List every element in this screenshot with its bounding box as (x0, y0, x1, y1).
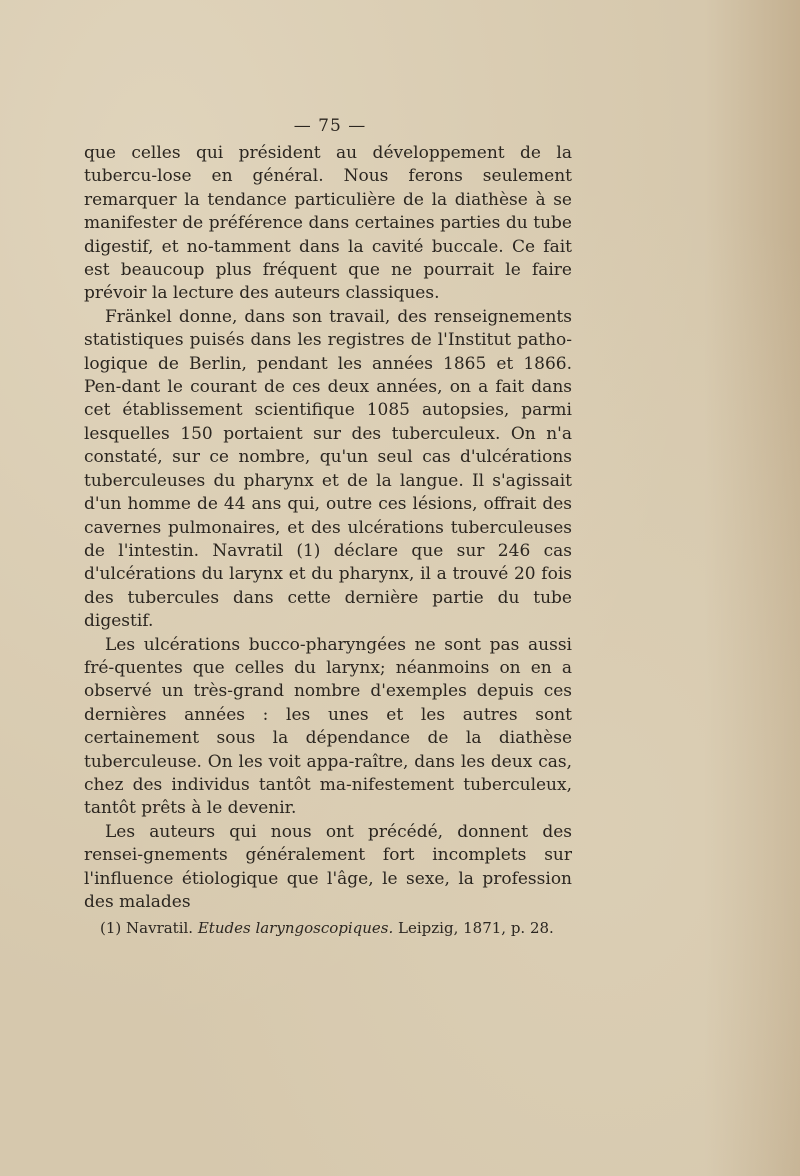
paragraph-4: Les auteurs qui nous ont précédé, donnent des rensei-gnements généralement fort incomplets sur l'influence étiologique que l'âge, le sexe, la profession des malades (84, 821, 572, 912)
footnote-title: Etudes laryngoscopiques. (197, 919, 394, 937)
footnote (100, 918, 570, 938)
page-number: — 75 — (293, 116, 367, 136)
footnote-author: Navratil. (126, 919, 194, 937)
paragraph-2: Fränkel donne, dans son travail, des renseignements statistiques puisés dans les registres de l'Institut patho-logique de Berlin, pendant les années 1865 et 1866. Pen-dant le courant de ces deux années, on a fait dans cet établissement scientifique 1085 autopsies, parmi lesquelles 150 portaient sur des tuberculeux. On n'a constaté, sur ce nombre, qu'un seul cas d'ulcérations tuberculeuses du pharynx et de la langue. Il s'agissait d'un homme de 44 ans qui, outre ces lésions, offrait des cavernes pulmonaires, et des ulcérations tuberculeuses de l'intestin. Navratil (1) déclare que sur 246 cas d'ulcérations du larynx et du pharynx, il a trouvé 20 fois des tubercules dans cette dernière partie du tube digestif. (84, 306, 572, 632)
footnote-marker: (1) (100, 919, 122, 937)
paragraph-3: Les ulcérations bucco-pharyngées ne sont pas aussi fré-quentes que celles du larynx; néanmoins on en a observé un très-grand nombre d'exemples depuis ces dernières années : les unes et les autres sont certainement sous la dépendance de la diathèse tuberculeuse. On les voit appa-raître, dans les deux cas, chez des individus tantôt ma-nifestement tuberculeux, tantôt prêts à le devenir. (84, 634, 572, 819)
footnote-place: Leipzig, 1871, p. 28. (398, 919, 554, 937)
paragraph-1: que celles qui président au développement de la tubercu-lose en général. Nous ferons seulement remarquer la tendance particulière de la diathèse à se manifester de préférence dans certaines parties du tube digestif, et no-tamment dans la cavité buccale. Ce fait est beaucoup plus fréquent que ne pourrait le faire prévoir la lecture des auteurs classiques. (84, 143, 572, 304)
body-text (84, 142, 572, 914)
